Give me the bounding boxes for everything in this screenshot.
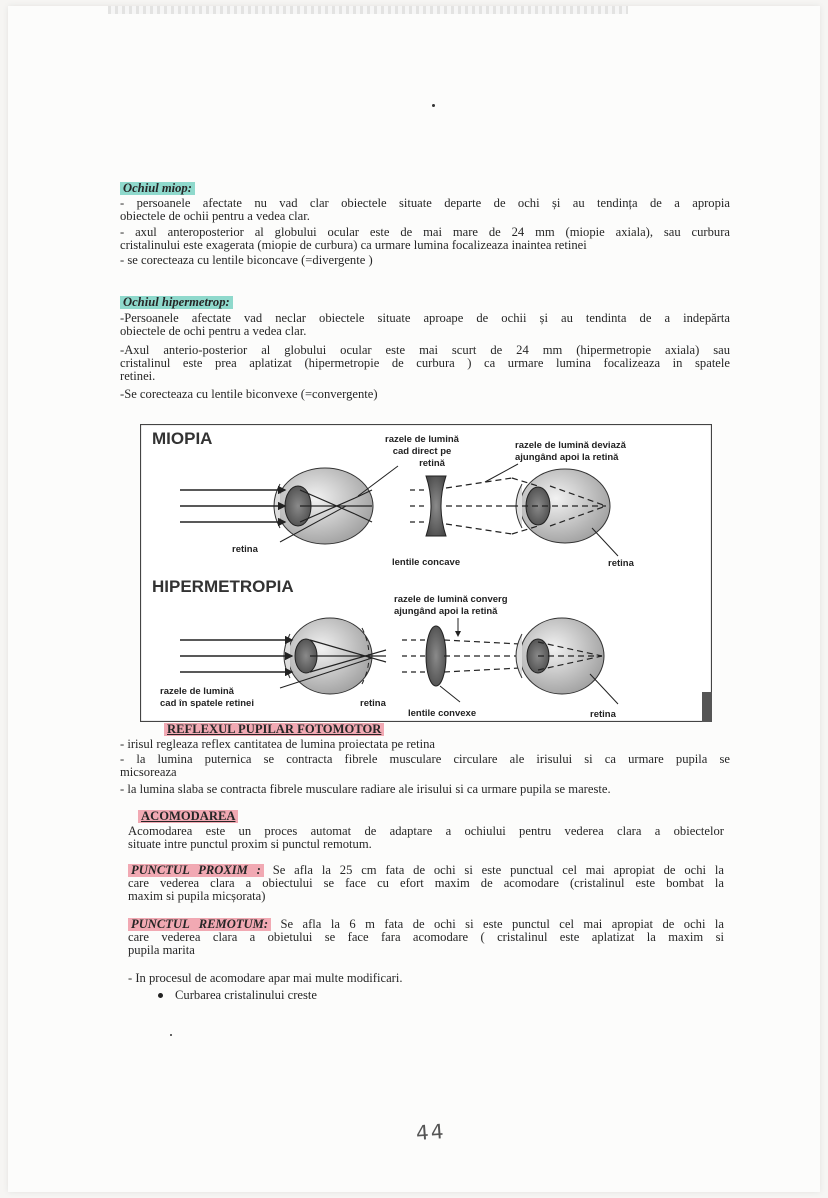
section-punctul-proxim <box>128 864 724 903</box>
hipermetrop-line: retinei. <box>120 370 156 383</box>
reflex-line: micsoreaza <box>120 766 177 779</box>
label-direct-1: razele de lumină <box>385 434 459 445</box>
section-hipermetrop <box>120 296 730 401</box>
label-deviaza-2: ajungând apoi la retină <box>515 452 619 463</box>
remotum-title: PUNCTUL REMOTUM: <box>128 918 271 931</box>
miop-line: - persoanele afectate nu vad clar obiectele situate departe de ochi și au tendința de a apropia <box>120 197 730 210</box>
remotum-line: pupila marita <box>128 944 195 957</box>
hipermetrop-title: Ochiul hipermetrop: <box>120 296 233 309</box>
miop-line: cristalinului este exagerata (miopie de curbura) ca urmare lumina focalizeaza inaintea retinei <box>120 239 587 252</box>
label-lentile-convexe: lentile convexe <box>408 708 477 719</box>
label-spatele-1: razele de lumină <box>160 686 234 697</box>
label-retina: retina <box>590 709 616 720</box>
speck <box>432 104 435 107</box>
hipermetrop-line: cristalinul este prea aplatizat (hipermetropie de curbura ) ca urmare lumina focalizeaza in spatele <box>120 357 730 370</box>
speck <box>170 1034 172 1036</box>
proxim-line: care vederea clara a obiectului se face cu efort maxim de acomodare (cristalinul este bombat la <box>128 877 724 890</box>
section-acomodarea <box>128 810 724 851</box>
proxim-title: PUNCTUL PROXIM : <box>128 864 264 877</box>
proxim-line: maxim si pupila micșorata) <box>128 890 266 903</box>
section-miop <box>120 182 730 267</box>
reflex-line: - la lumina puternica se contracta fibrele musculare circulare ale irisului si ca urmare pupila se <box>120 753 730 766</box>
label-direct-3: retină <box>419 458 445 469</box>
label-converg-1: razele de lumină converg <box>394 594 508 605</box>
figure-svg <box>140 424 712 722</box>
label-retina: retina <box>608 558 634 569</box>
reflex-line: - la lumina slaba se contracta fibrele musculare radiare ale irisului si ca urmare pupila se mareste. <box>120 783 611 796</box>
miopia-title: MIOPIA <box>152 429 213 448</box>
label-direct-2: cad direct pe <box>392 446 452 457</box>
label-lentile-concave: lentile concave <box>392 557 461 568</box>
section-reflex <box>120 723 730 796</box>
remotum-line: care vederea clara a obietului se face fara acomodare ( cristalinul este aplatizat la maxim si <box>128 931 724 944</box>
bullet-dot <box>158 993 163 998</box>
miop-line: - se corecteaza cu lentile biconcave (=divergente ) <box>120 254 373 267</box>
miop-title: Ochiul miop: <box>120 182 195 195</box>
reflex-title: REFLEXUL PUPILAR FOTOMOTOR <box>164 723 384 736</box>
proxim-text: Se afla la 25 cm fata de ochi si este punctual cel mai apropiat de ochi la <box>272 864 724 877</box>
acomodarea-line: situate intre punctul proxim si punctul remotum. <box>128 838 372 851</box>
modificari-bullet: Curbarea cristalinului creste <box>175 989 317 1002</box>
hipermetrop-line: -Axul anterio-posterior al globului ocular este mai scurt de 24 mm (hipermetropie axiala) sau <box>120 344 730 357</box>
label-retina: retina <box>232 544 258 555</box>
label-retina: retina <box>360 698 386 709</box>
section-modificari <box>128 972 724 1002</box>
label-deviaza-1: razele de lumină deviază <box>515 440 626 451</box>
hipermetrop-line: -Persoanele afectate vad neclar obiectele situate aproape de ochii și au tendinta de a indepărta <box>120 312 730 325</box>
hipermetrop-line: -Se corecteaza cu lentile biconvexe (=convergente) <box>120 388 378 401</box>
acomodarea-line: Acomodarea este un proces automat de adaptare a ochiului pentru vederea clara a obiectelor <box>128 825 724 838</box>
hipermetropia-title: HIPERMETROPIA <box>152 577 294 596</box>
reflex-line: - irisul regleaza reflex cantitatea de lumina proiectata pe retina <box>120 738 436 751</box>
acomodarea-title: ACOMODAREA <box>138 810 238 823</box>
miop-line: obiectele de ochii pentru a vedea clar. <box>120 210 310 223</box>
miop-line: - axul anteroposterior al globului ocular este de mai mare de 24 mm (miopie axiala), sau curbura <box>120 226 730 239</box>
label-spatele-2: cad în spatele retinei <box>160 698 254 709</box>
remotum-text: Se afla la 6 m fata de ochi si este punctul cel mai apropiat de ochi la <box>280 918 724 931</box>
label-converg-2: ajungând apoi la retină <box>394 606 498 617</box>
hipermetrop-line: obiectele de ochi pentru a vedea clar. <box>120 325 307 338</box>
page-top-edge <box>108 6 628 14</box>
modificari-intro: - In procesul de acomodare apar mai multe modificari. <box>128 972 403 985</box>
miopia-hipermetropia-figure <box>140 424 712 722</box>
page-number: 44 <box>415 1119 447 1145</box>
section-punctul-remotum <box>128 918 724 957</box>
